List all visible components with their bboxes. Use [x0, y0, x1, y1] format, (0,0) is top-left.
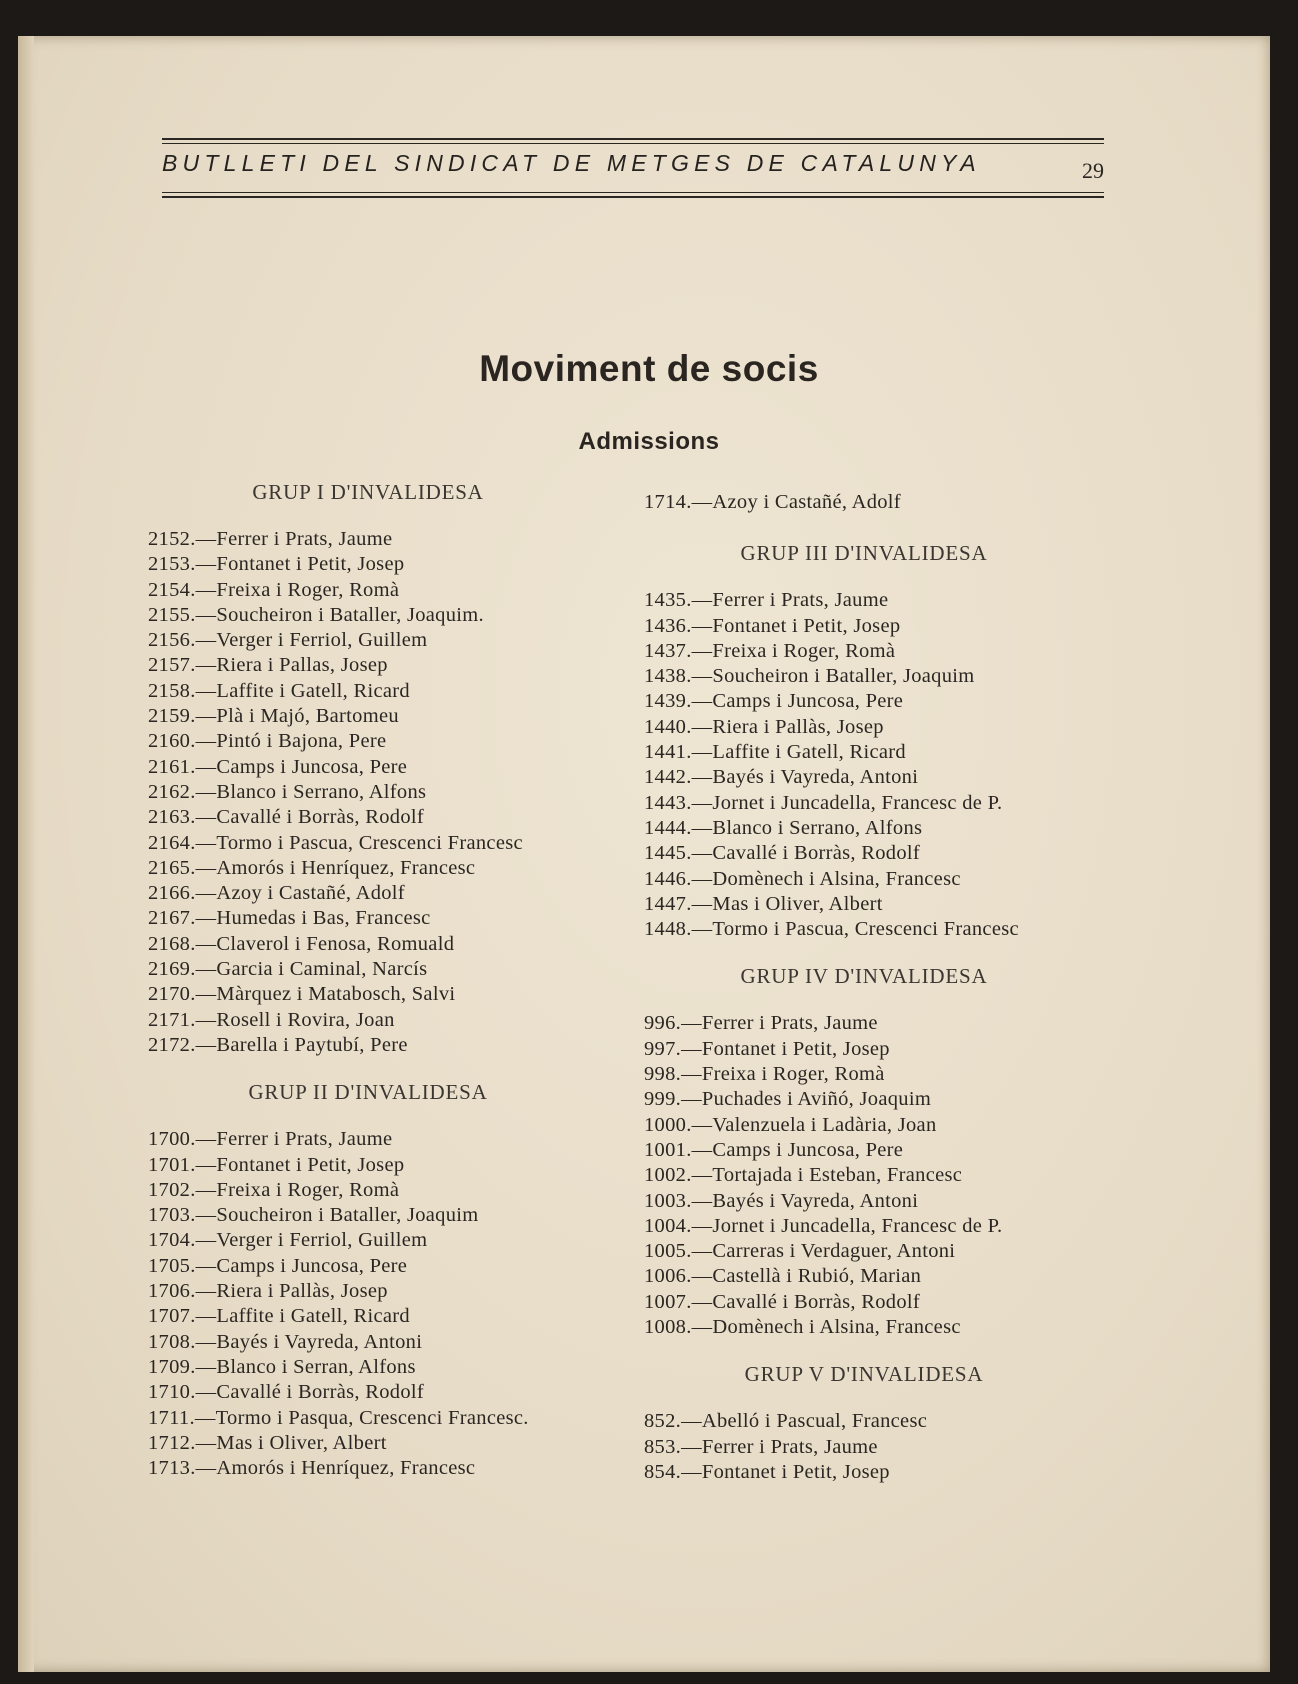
group-heading: GRUP III D'INVALIDESA [740, 541, 988, 566]
member-entry: 2164.—Tormo i Pascua, Crescenci Francesc [148, 831, 523, 854]
member-entry: 999.—Puchades i Aviñó, Joaquim [644, 1088, 932, 1111]
group-2-continued-section [644, 490, 1104, 515]
group-5-section [644, 1362, 1104, 1485]
header-rule [162, 143, 1104, 144]
group-heading: GRUP I D'INVALIDESA [252, 480, 484, 504]
member-entry: 1447.—Mas i Oliver, Albert [644, 892, 883, 915]
member-entry: 1701.—Fontanet i Petit, Josep [148, 1153, 405, 1176]
member-entry: 2165.—Amorós i Henríquez, Francesc [148, 856, 476, 879]
header-rule [162, 192, 1104, 193]
member-entry: 1008.—Domènech i Alsina, Francesc [644, 1316, 961, 1339]
section-subtitle: Admissions [578, 428, 720, 455]
member-entry: 1436.—Fontanet i Petit, Josep [644, 614, 901, 637]
header-rule [162, 138, 1104, 140]
member-entry: 2171.—Rosell i Rovira, Joan [148, 1008, 395, 1031]
member-entry: 1714.—Azoy i Castañé, Adolf [644, 491, 901, 513]
member-entry: 2168.—Claverol i Fenosa, Romuald [148, 932, 455, 955]
member-entry: 1709.—Blanco i Serran, Alfons [148, 1355, 416, 1378]
member-entry: 2154.—Freixa i Roger, Romà [148, 578, 400, 601]
member-entry: 1442.—Bayés i Vayreda, Antoni [644, 766, 919, 789]
header-rule [162, 196, 1104, 198]
member-entry: 1702.—Freixa i Roger, Romà [148, 1178, 400, 1201]
member-entry: 2157.—Riera i Pallas, Josep [148, 654, 388, 677]
member-entry: 1006.—Castellà i Rubió, Marian [644, 1265, 922, 1288]
entry-list [644, 1409, 1104, 1485]
member-entry: 2167.—Humedas i Bas, Francesc [148, 907, 431, 930]
member-entry: 1708.—Bayés i Vayreda, Antoni [148, 1330, 423, 1353]
right-column [644, 490, 1104, 1507]
member-entry: 1007.—Cavallé i Borràs, Rodolf [644, 1290, 921, 1313]
group-2-section [148, 1080, 608, 1481]
member-entry: 1438.—Soucheiron i Bataller, Joaquim [644, 665, 975, 688]
member-entry: 1704.—Verger i Ferriol, Guillem [148, 1229, 428, 1252]
member-entry: 1446.—Domènech i Alsina, Francesc [644, 867, 961, 890]
member-entry: 852.—Abelló i Pascual, Francesc [644, 1410, 928, 1433]
member-entry: 2166.—Azoy i Castañé, Adolf [148, 882, 405, 905]
member-entry: 2162.—Blanco i Serrano, Alfons [148, 780, 427, 803]
page-title: Moviment de socis [479, 348, 819, 389]
member-entry: 2161.—Camps i Juncosa, Pere [148, 755, 408, 778]
member-entry: 997.—Fontanet i Petit, Josep [644, 1037, 890, 1060]
page-number: 29 [1082, 158, 1104, 183]
member-entry: 1444.—Blanco i Serrano, Alfons [644, 816, 923, 839]
member-entry: 1713.—Amorós i Henríquez, Francesc [148, 1457, 476, 1480]
member-entry: 2156.—Verger i Ferriol, Guillem [148, 629, 428, 652]
member-entry: 1437.—Freixa i Roger, Romà [644, 639, 896, 662]
page-binding-edge [18, 36, 34, 1672]
member-entry: 1700.—Ferrer i Prats, Jaume [148, 1128, 393, 1151]
member-entry: 1703.—Soucheiron i Bataller, Joaquim [148, 1204, 479, 1227]
journal-title: BUTLLETI DEL SINDICAT DE METGES DE CATALUNYA [162, 150, 981, 176]
group-1-section [148, 480, 608, 1058]
member-entry: 1443.—Jornet i Juncadella, Francesc de P. [644, 791, 1003, 814]
member-entry: 2170.—Màrquez i Matabosch, Salvi [148, 983, 456, 1006]
member-entry: 1707.—Laffite i Gatell, Ricard [148, 1305, 410, 1328]
member-entry: 2153.—Fontanet i Petit, Josep [148, 553, 405, 576]
member-entry: 2163.—Cavallé i Borràs, Rodolf [148, 806, 425, 829]
member-entry: 1706.—Riera i Pallàs, Josep [148, 1280, 388, 1303]
member-entry: 2152.—Ferrer i Prats, Jaume [148, 528, 393, 550]
member-entry: 1441.—Laffite i Gatell, Ricard [644, 741, 906, 764]
member-entry: 2160.—Pintó i Bajona, Pere [148, 730, 387, 753]
member-entry: 1003.—Bayés i Vayreda, Antoni [644, 1189, 919, 1212]
member-entry: 2158.—Laffite i Gatell, Ricard [148, 679, 410, 702]
member-entry: 854.—Fontanet i Petit, Josep [644, 1460, 890, 1483]
entry-list [644, 588, 1104, 942]
entry-list [644, 1011, 1104, 1340]
entry-list [148, 1127, 608, 1481]
entry-list [644, 490, 1104, 515]
member-entry: 1440.—Riera i Pallàs, Josep [644, 715, 884, 738]
member-entry: 2169.—Garcia i Caminal, Narcís [148, 958, 428, 981]
member-entry: 1435.—Ferrer i Prats, Jaume [644, 589, 889, 612]
member-entry: 853.—Ferrer i Prats, Jaume [644, 1435, 878, 1458]
group-4-section [644, 964, 1104, 1340]
group-heading: GRUP II D'INVALIDESA [248, 1080, 488, 1105]
member-entry: 2159.—Plà i Majó, Bartomeu [148, 705, 399, 728]
member-entry: 2155.—Soucheiron i Bataller, Joaquim. [148, 603, 484, 626]
entry-list [148, 527, 608, 1058]
member-entry: 1448.—Tormo i Pascua, Crescenci Francesc [644, 918, 1019, 941]
running-head [162, 138, 1104, 198]
member-entry: 1005.—Carreras i Verdaguer, Antoni [644, 1240, 956, 1263]
group-3-section [644, 541, 1104, 942]
member-entry: 1000.—Valenzuela i Ladària, Joan [644, 1113, 937, 1136]
member-entry: 1705.—Camps i Juncosa, Pere [148, 1254, 408, 1277]
member-entry: 1710.—Cavallé i Borràs, Rodolf [148, 1381, 425, 1404]
member-entry: 996.—Ferrer i Prats, Jaume [644, 1012, 878, 1035]
member-entry: 998.—Freixa i Roger, Romà [644, 1063, 885, 1086]
member-entry: 1711.—Tormo i Pasqua, Crescenci Francesc. [148, 1406, 529, 1429]
group-heading: GRUP V D'INVALIDESA [744, 1362, 984, 1387]
member-entry: 1439.—Camps i Juncosa, Pere [644, 690, 904, 713]
member-entry: 1002.—Tortajada i Esteban, Francesc [644, 1164, 963, 1187]
member-entry: 2172.—Barella i Paytubí, Pere [148, 1033, 408, 1056]
group-heading: GRUP IV D'INVALIDESA [740, 964, 988, 989]
member-entry: 1001.—Camps i Juncosa, Pere [644, 1138, 904, 1161]
left-column [148, 480, 608, 1503]
member-entry: 1004.—Jornet i Juncadella, Francesc de P. [644, 1214, 1003, 1237]
member-entry: 1712.—Mas i Oliver, Albert [148, 1431, 387, 1454]
member-entry: 1445.—Cavallé i Borràs, Rodolf [644, 842, 921, 865]
